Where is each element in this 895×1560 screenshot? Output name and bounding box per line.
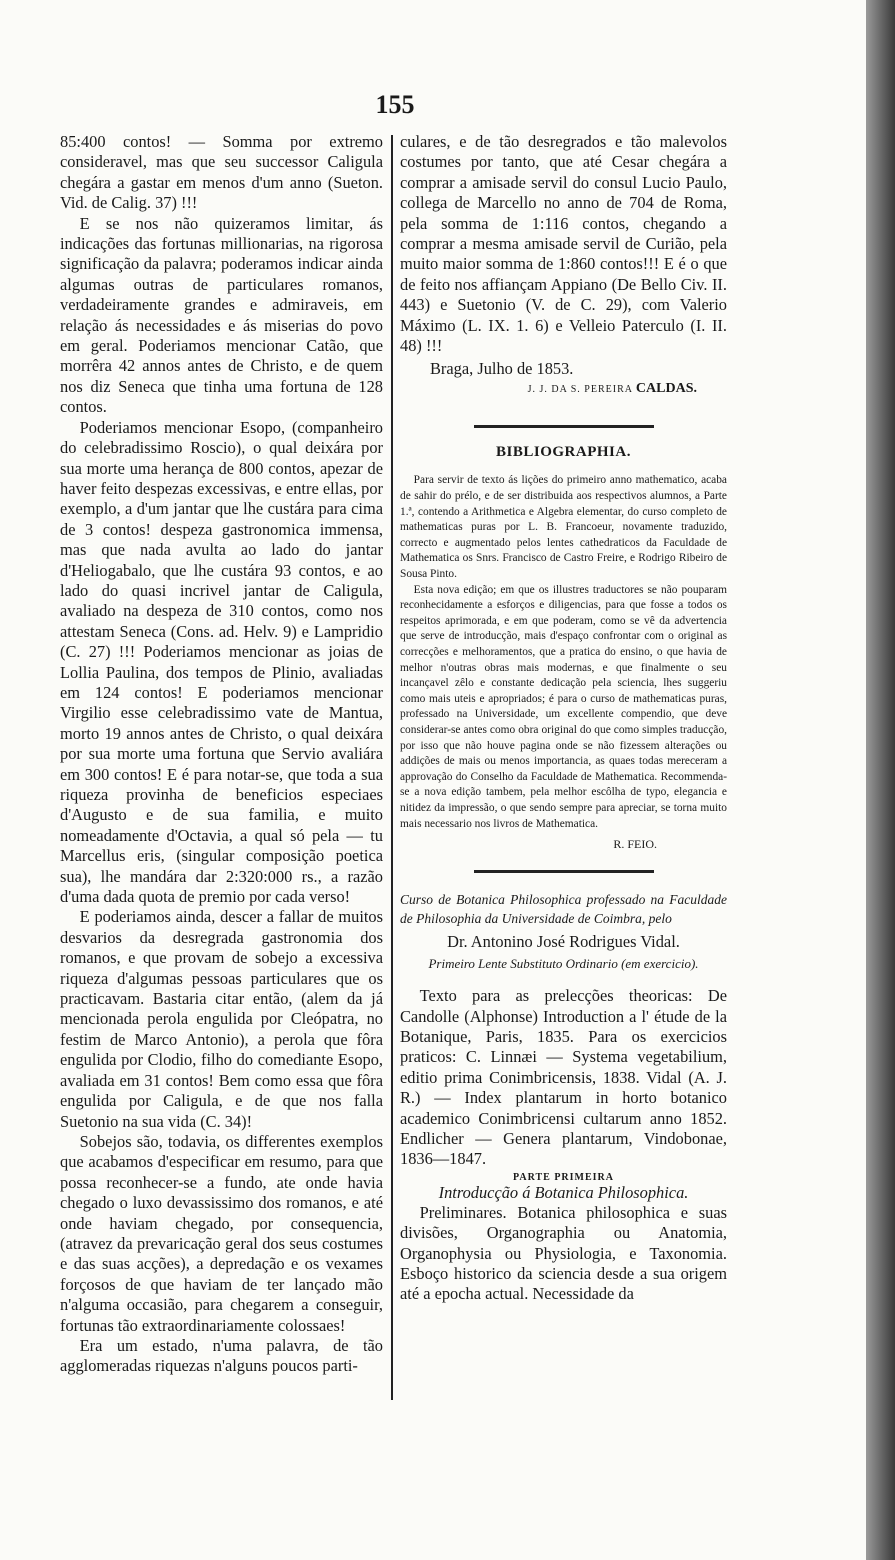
left-column bbox=[60, 132, 383, 1377]
course-title: Curso de Botanica Philosophica professado na Faculdade de Philosophia da Universidade de Coimbra, pelo bbox=[400, 892, 727, 926]
paragraph: 85:400 contos! — Somma por extremo consideravel, mas que seu successor Caligula chegára a gastar em menos d'um anno (Sueton. Vid. de Calig. 37) !!! bbox=[60, 132, 383, 213]
bibliography-signature: R. FEIO. bbox=[613, 837, 657, 852]
column-divider bbox=[391, 135, 393, 1400]
section-rule bbox=[474, 870, 654, 873]
signature-prefix: J. J. DA S. PEREIRA bbox=[527, 384, 633, 396]
paragraph: Sobejos são, todavia, os differentes exemplos que acabamos d'especificar em resumo, para que possa reconhecer-se a fundo, ate onde havia chegado o luxo devassissimo dos romanos, e até onde haviam chegado, por consequencia, (atravez da prevaricação geral dos seus costumes e das suas acções), a depredação e os vexames forçosos de que haviam de ter lançado mão n'alguma occasião, para chegarem a conseguir, fortunas tão extraordinariamente colossaes! bbox=[60, 1131, 383, 1335]
course-author-rank: Primeiro Lente Substituto Ordinario (em exercicio). bbox=[428, 956, 699, 972]
course-author: Dr. Antonino José Rodrigues Vidal. bbox=[447, 932, 680, 952]
dateline: Braga, Julho de 1853. bbox=[430, 359, 574, 379]
signature-name: CALDAS. bbox=[635, 381, 697, 397]
paragraph: Poderiamos mencionar Esopo, (companheiro do celebradissimo Roscio), o qual deixára por sua morte uma herança de 800 contos, apezar de haver feito despezas excessivas, e entre ellas, por exemplo, a d'um jantar que lhe custára para cima de 3 contos! despeza gastronomica immensa, mas que nada avulta ao lado do jantar d'Heliogabalo, que lhe custára 93 contos, e ao lado do quasi incrivel jantar de Caligula, avaliado na despeza de 310 contos, como nos attestam Seneca (Cons. ad. Helv. 9) e Lampridio (C. 27) !!! Poderiamos mencionar as joias de Lollia Paulina, dos tempos de Plinio, avaliadas em 124 contos! E poderiamos mencionar Virgilio esse celebradissimo vate de Mantua, morto 19 annos antes de Christo, o qual deixára por sua morte uma fortuna que Servio avaliára em 300 contos! E é para notar-se, que toda a sua riqueza provinha de beneficios especiaes d'Augusto e de sua familia, e muito nomeadamente d'Octavia, a qual só pela — tu Marcellus eris, (singular composição poetica sua), lhe mandára dar 2:320:000 rs., a razão d'uma dada quota de premio por cada verso! bbox=[60, 417, 383, 907]
section-rule bbox=[474, 425, 654, 428]
paragraph: Preliminares. Botanica philosophica e suas divisões, Organographia ou Anatomia, Organophysia ou Physiologia, e Taxonomia. Esboço historico da sciencia desde a sua origem até a epocha actual. Necessidade da bbox=[400, 1202, 727, 1304]
bibliography-body bbox=[400, 473, 727, 832]
continuation-paragraph: culares, e de tão desregrados e tão malevolos costumes por tanto, que até Cesar chegára a comprar a amisade servil do consul Lucio Paulo, collega de Marcello no anno de 704 de Roma, pela somma de 1:116 contos, chegando a comprar a mesma amisade servil de Curião, pela muito maior somma de 1:860 contos!!! E é o que de feito nos affiançam Appiano (De Bello Civ. II. 443) e Suetonio (V. de C. 29), com Valerio Máximo (L. IX. 1. 6) e Velleio Paterculo (I. II. 48) !!! bbox=[400, 132, 727, 356]
part-title: Introducção á Botanica Philosophica. bbox=[438, 1182, 689, 1202]
paragraph: Era um estado, n'uma palavra, de tão agglomeradas riquezas n'alguns poucos parti- bbox=[60, 1335, 383, 1376]
texts-section bbox=[400, 986, 727, 1170]
preliminaries-section bbox=[400, 1203, 727, 1305]
right-column bbox=[400, 132, 727, 1305]
paragraph: E poderiamos ainda, descer a fallar de muitos desvarios da desregrada gastronomia dos romanos, e que provam de sobejo a excessiva riqueza d'algumas pessoas particulares que os practicavam. Bastaria citar então, (alem da já mencionada perola engulida por Cleópatra, no festim de Marco Antonio), a perola que fôra engulida por Clodio, filho do comediante Esopo, avaliada em 31 contos! Bem como essa que fôra engulida por Caligula, e de que nos falla Suetonio na sua vida (C. 34)! bbox=[60, 907, 383, 1131]
paragraph: Texto para as prelecções theoricas: De Candolle (Alphonse) Introduction a l' étude de la Botanique, Paris, 1835. Para os exercicios praticos: C. Linnæi — Systema vegetabilium, editio prima Conimbricensis, 1838. Vidal (A. J. R.) — Index plantarum in horto botanico academico Conimbricensi cultarum anno 1852. Endlicher — Genera plantarum, Vindobonae, 1836—1847. bbox=[400, 986, 727, 1169]
article-signature bbox=[400, 381, 727, 397]
page-number: 155 bbox=[375, 90, 415, 119]
book-edge bbox=[866, 0, 895, 1560]
part-label: PARTE PRIMEIRA bbox=[513, 1171, 614, 1183]
paragraph: Para servir de texto ás lições do primeiro anno mathematico, acaba de sahir do prélo, e de ser distribuida aos respectivos alumnos, a Parte 1.ª, contendo a Arithmetica e Algebra elementar, do curso completo de mathematicas puras por L. B. Francoeur, novamente traduzido, correcto e augmentado pelos lentes cathedraticos da Faculdade de Mathematica os Snrs. Francisco de Castro Freire, e Rodrigo Ribeiro de Sousa Pinto. bbox=[400, 474, 727, 581]
paragraph: Esta nova edição; em que os illustres traductores se não pouparam reconhecidamente a esforços e diligencias, para que fosse a todos os respeitos aprimorada, e em que poderam, como se vê da advertencia que serve de introducção, mais d'espaço confrontar com o original as correcções e melhoramentos, que a pratica do ensino, o que havia de melhor n'outras obras mais modernas, e que finalmente o seu incançavel zêlo e constante dedicação pela sciencia, lhes suggeriu como mais uteis e apropriados; é para o curso de mathematicas puras, professado na Universidade, um excellente compendio, que deve considerar-se antes como obra original do que como simples traducção, por isso que não houve pagina onde se não fizessem alterações ou addições de mais ou menos importancia, as quaes todas mereceram a approvação do Conselho da Faculdade de Mathematica. Recommenda-se a nova edição tambem, pela melhor escôlha de typo, elegancia e nitidez da impressão, o que sendo sempre para apreciar, se torna muito mais necessario nos livros de Mathematica. bbox=[400, 583, 727, 830]
paragraph: E se nos não quizeramos limitar, ás indicações das fortunas millionarias, na rigorosa significação da palavra; poderamos indicar ainda algumas outras de particulares romanos, verdadeiramente grandes e admiraveis, em relação ás necessidades e ás miserias do povo em geral. Poderiamos mencionar Catão, que morrêra 42 annos antes de Christo, e de quem nos diz Seneca que tinha uma fortuna de 128 contos. bbox=[60, 213, 383, 417]
bibliography-heading: BIBLIOGRAPHIA. bbox=[496, 444, 631, 461]
